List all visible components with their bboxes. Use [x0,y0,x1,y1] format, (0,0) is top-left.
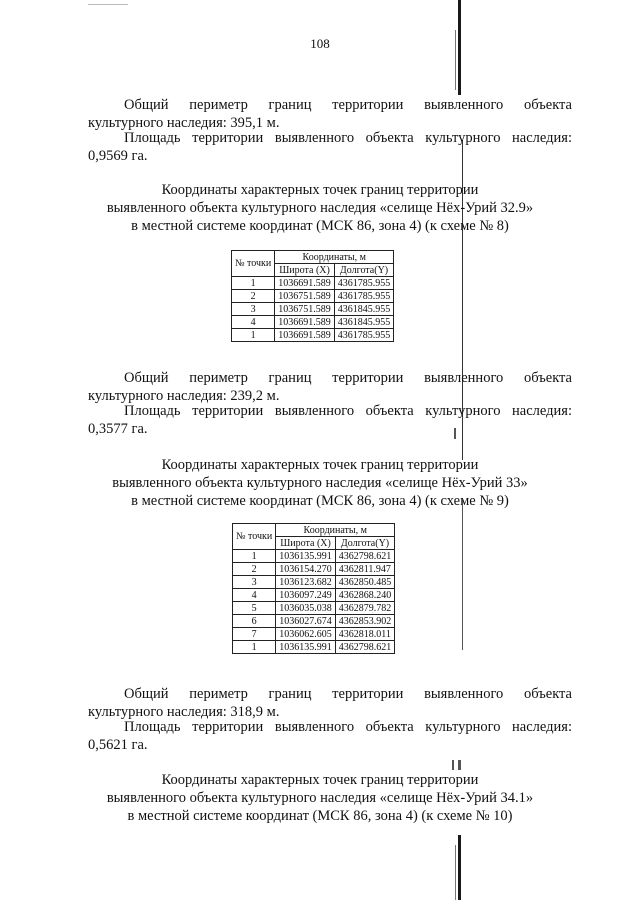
coordinates-table [231,250,394,342]
point-number-cell: 2 [232,290,275,303]
longitude-cell: 4362853.902 [335,615,395,628]
scan-artifact-mark [458,760,461,770]
table-row [232,316,394,329]
page-number: 108 [310,36,330,51]
perimeter-line-2: культурного наследия: 318,9 м. [88,704,280,720]
table-row [232,277,394,290]
point-number-cell: 7 [233,628,276,641]
latitude-header: Широта (X) [276,537,336,550]
longitude-cell: 4362811.947 [335,563,395,576]
area-line-2: 0,9569 га. [88,148,148,164]
point-number-cell: 4 [232,316,275,329]
latitude-cell: 1036135.991 [276,641,336,654]
perimeter-line-1: Общий периметр границ территории выявленного объекта [124,686,572,702]
heading-line-1: Координаты характерных точек границ территории [161,457,479,473]
latitude-cell: 1036062.605 [276,628,336,641]
latitude-cell: 1036123.682 [276,576,336,589]
table-row [233,589,395,602]
table-row [233,641,395,654]
latitude-cell: 1036691.589 [275,316,335,329]
longitude-cell: 4362879.782 [335,602,395,615]
longitude-cell: 4361785.955 [334,329,394,342]
scan-artifact-line [462,500,463,650]
latitude-cell: 1036751.589 [275,290,335,303]
area-text-cont [88,147,572,165]
point-number-cell: 6 [233,615,276,628]
perimeter-line-1: Общий периметр границ территории выявленного объекта [124,370,572,386]
longitude-header: Долгота(Y) [334,264,394,277]
perimeter-line-2: культурного наследия: 239,2 м. [88,388,280,404]
table-row [233,576,395,589]
table-row [233,550,395,563]
section-heading [60,181,580,235]
longitude-cell: 4361845.955 [334,316,394,329]
area-line-1: Площадь территории выявленного объекта культурного наследия: [124,403,572,419]
point-number-cell: 3 [233,576,276,589]
point-number-cell: 1 [232,329,275,342]
table-row [233,615,395,628]
latitude-cell: 1036691.589 [275,329,335,342]
heading-line-2: выявленного объекта культурного наследия «селище Нёх-Урий 32.9» [106,200,534,216]
point-number-header: № точки [232,251,275,277]
point-number-cell: 1 [233,641,276,654]
table-row [233,628,395,641]
longitude-cell: 4361785.955 [334,290,394,303]
scan-artifact-line [455,845,456,900]
latitude-cell: 1036154.270 [276,563,336,576]
latitude-cell: 1036751.589 [275,303,335,316]
latitude-cell: 1036027.674 [276,615,336,628]
longitude-cell: 4362798.621 [335,550,395,563]
table-row [232,329,394,342]
table-row [232,303,394,316]
longitude-cell: 4361845.955 [334,303,394,316]
coordinates-header: Координаты, м [275,251,394,264]
longitude-cell: 4362868.240 [335,589,395,602]
latitude-cell: 1036691.589 [275,277,335,290]
point-number-header: № точки [233,524,276,550]
point-number-cell: 4 [233,589,276,602]
heading-line-2: выявленного объекта культурного наследия «селище Нёх-Урий 34.1» [106,790,534,806]
point-number-cell: 1 [232,277,275,290]
longitude-cell: 4362798.621 [335,641,395,654]
perimeter-line-1: Общий периметр границ территории выявленного объекта [124,97,572,113]
perimeter-text [88,369,572,387]
perimeter-line-2: культурного наследия: 395,1 м. [88,115,280,131]
table-row [233,563,395,576]
area-line-1: Площадь территории выявленного объекта культурного наследия: [124,719,572,735]
area-text-cont [88,420,572,438]
longitude-cell: 4361785.955 [334,277,394,290]
heading-line-1: Координаты характерных точек границ территории [161,772,479,788]
longitude-cell: 4362818.011 [335,628,395,641]
table-row [233,602,395,615]
area-text-cont [88,736,572,754]
point-number-cell: 2 [233,563,276,576]
latitude-cell: 1036097.249 [276,589,336,602]
area-line-1: Площадь территории выявленного объекта культурного наследия: [124,130,572,146]
point-number-cell: 1 [233,550,276,563]
scan-artifact-mark [452,760,454,770]
latitude-cell: 1036035.038 [276,602,336,615]
table-body [232,277,394,342]
heading-line-3: в местной системе координат (МСК 86, зона 4) (к схеме № 8) [131,218,509,234]
scan-artifact-mark [88,4,128,5]
area-text [88,129,572,147]
latitude-header: Широта (X) [275,264,335,277]
heading-line-3: в местной системе координат (МСК 86, зона 4) (к схеме № 9) [131,493,509,509]
latitude-cell: 1036135.991 [276,550,336,563]
table-body [233,550,395,654]
longitude-header: Долгота(Y) [335,537,395,550]
area-text [88,402,572,420]
coordinates-header: Координаты, м [276,524,395,537]
heading-line-3: в местной системе координат (МСК 86, зона 4) (к схеме № 10) [127,808,513,824]
section-heading [60,456,580,510]
area-line-2: 0,5621 га. [88,737,148,753]
coordinates-table [232,523,395,654]
perimeter-text [88,96,572,114]
table-row [232,290,394,303]
area-text [88,718,572,736]
point-number-cell: 5 [233,602,276,615]
point-number-cell: 3 [232,303,275,316]
perimeter-text [88,685,572,703]
heading-line-2: выявленного объекта культурного наследия «селище Нёх-Урий 33» [112,475,528,491]
heading-line-1: Координаты характерных точек границ территории [161,182,479,198]
longitude-cell: 4362850.485 [335,576,395,589]
area-line-2: 0,3577 га. [88,421,148,437]
scan-artifact-line [458,835,461,900]
section-heading [60,771,580,825]
